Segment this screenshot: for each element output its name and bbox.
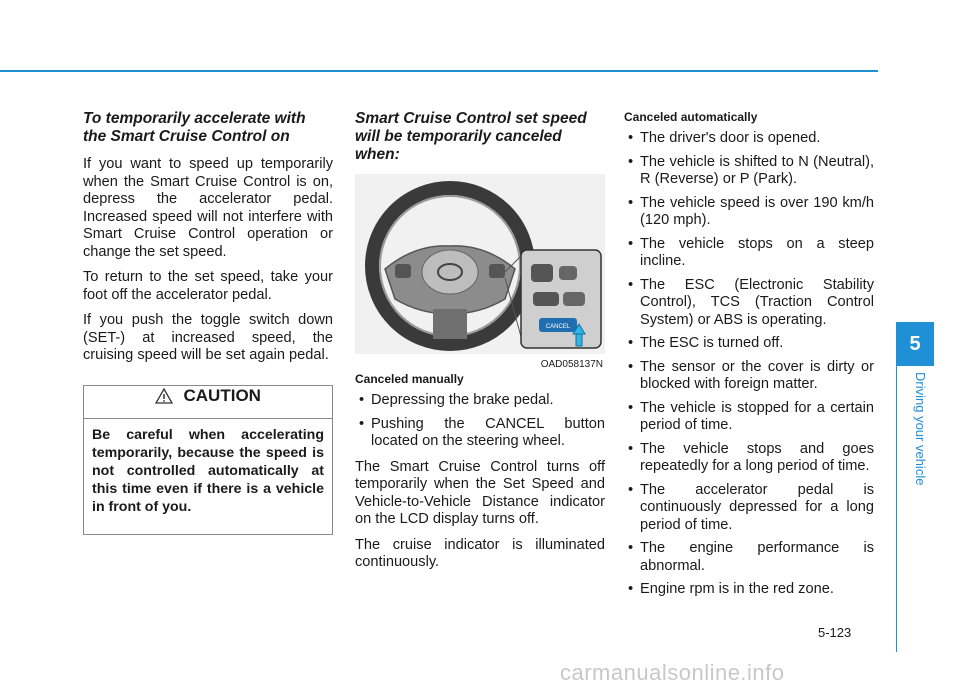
chapter-title-vertical (880, 372, 950, 502)
paragraph: If you push the toggle switch down (SET-) at increased speed, the cruising speed will be set again pedal. (83, 312, 333, 363)
manual-cancel-list (355, 392, 605, 451)
paragraph: The Smart Cruise Control turns off temporarily when the Set Speed and Vehicle-to-Vehicle Distance indicator on the LCD display turns off. (355, 458, 605, 527)
caution-box (83, 385, 333, 535)
cancel-button-label: CANCEL (545, 324, 571, 330)
paragraph: The cruise indicator is illuminated continuously. (355, 536, 605, 570)
list-item: • The vehicle stops on a steep incline. (624, 236, 874, 271)
auto-cancel-list (624, 130, 874, 599)
list-item: • The driver's door is opened. (624, 130, 874, 148)
caution-text: Be careful when accelerating temporarily, because the speed is not controlled automatically at this time even if there is a vehicle in front of you. (92, 426, 324, 515)
page-number: 5-123 (818, 625, 852, 640)
list-item: • The vehicle speed is over 190 km/h (120 mph). (624, 195, 874, 230)
section-heading-canceled: Smart Cruise Control set speed will be temporarily canceled when: (355, 110, 587, 163)
list-item: • The accelerator pedal is continuously depressed for a long period of time. (624, 482, 874, 535)
chapter-title: Driving your vehicle (913, 372, 928, 486)
list-item: • Depressing the brake pedal. (355, 392, 605, 410)
paragraph: If you want to speed up temporarily when the Smart Cruise Control is on, depress the accelerator pedal. Increased speed will not interfere with Smart Cruise Control operation or change the set speed. (83, 156, 333, 260)
list-item: • Pushing the CANCEL button located on the steering wheel. (355, 416, 605, 451)
column-3 (624, 110, 874, 607)
list-item: • The engine performance is abnormal. (624, 540, 874, 575)
manual-cancel-heading: Canceled manually (355, 372, 464, 386)
list-item: • The vehicle is stopped for a certain period of time. (624, 400, 874, 435)
top-rule (0, 70, 878, 72)
list-item: • The ESC (Electronic Stability Control), TCS (Traction Control System) or ABS is operating. (624, 277, 874, 330)
watermark: carmanualsonline.info (560, 660, 785, 685)
auto-cancel-heading: Canceled automatically (624, 110, 758, 124)
caution-divider (84, 418, 332, 419)
list-item: • The sensor or the cover is dirty or blocked with foreign matter. (624, 359, 874, 394)
list-item: • Engine rpm is in the red zone. (624, 581, 874, 599)
list-item: • The vehicle is shifted to N (Neutral), R (Reverse) or P (Park). (624, 154, 874, 189)
warning-triangle-icon (155, 388, 173, 404)
list-item: • The vehicle stops and goes repeatedly for a long period of time. (624, 441, 874, 476)
caution-label: CAUTION (183, 385, 261, 405)
list-item: • The ESC is turned off. (624, 335, 874, 353)
column-1 (83, 110, 333, 535)
steering-wheel-figure (355, 174, 605, 370)
caution-header (84, 386, 332, 414)
steering-wheel-illustration (355, 174, 605, 354)
paragraph: To return to the set speed, take your foot off the accelerator pedal. (83, 269, 333, 303)
section-heading-accelerate: To temporarily accelerate with the Smart Cruise Control on (83, 110, 306, 145)
chapter-tab: 5 (896, 322, 934, 366)
figure-code: OAD058137N (540, 359, 603, 370)
column-2 (355, 110, 605, 580)
